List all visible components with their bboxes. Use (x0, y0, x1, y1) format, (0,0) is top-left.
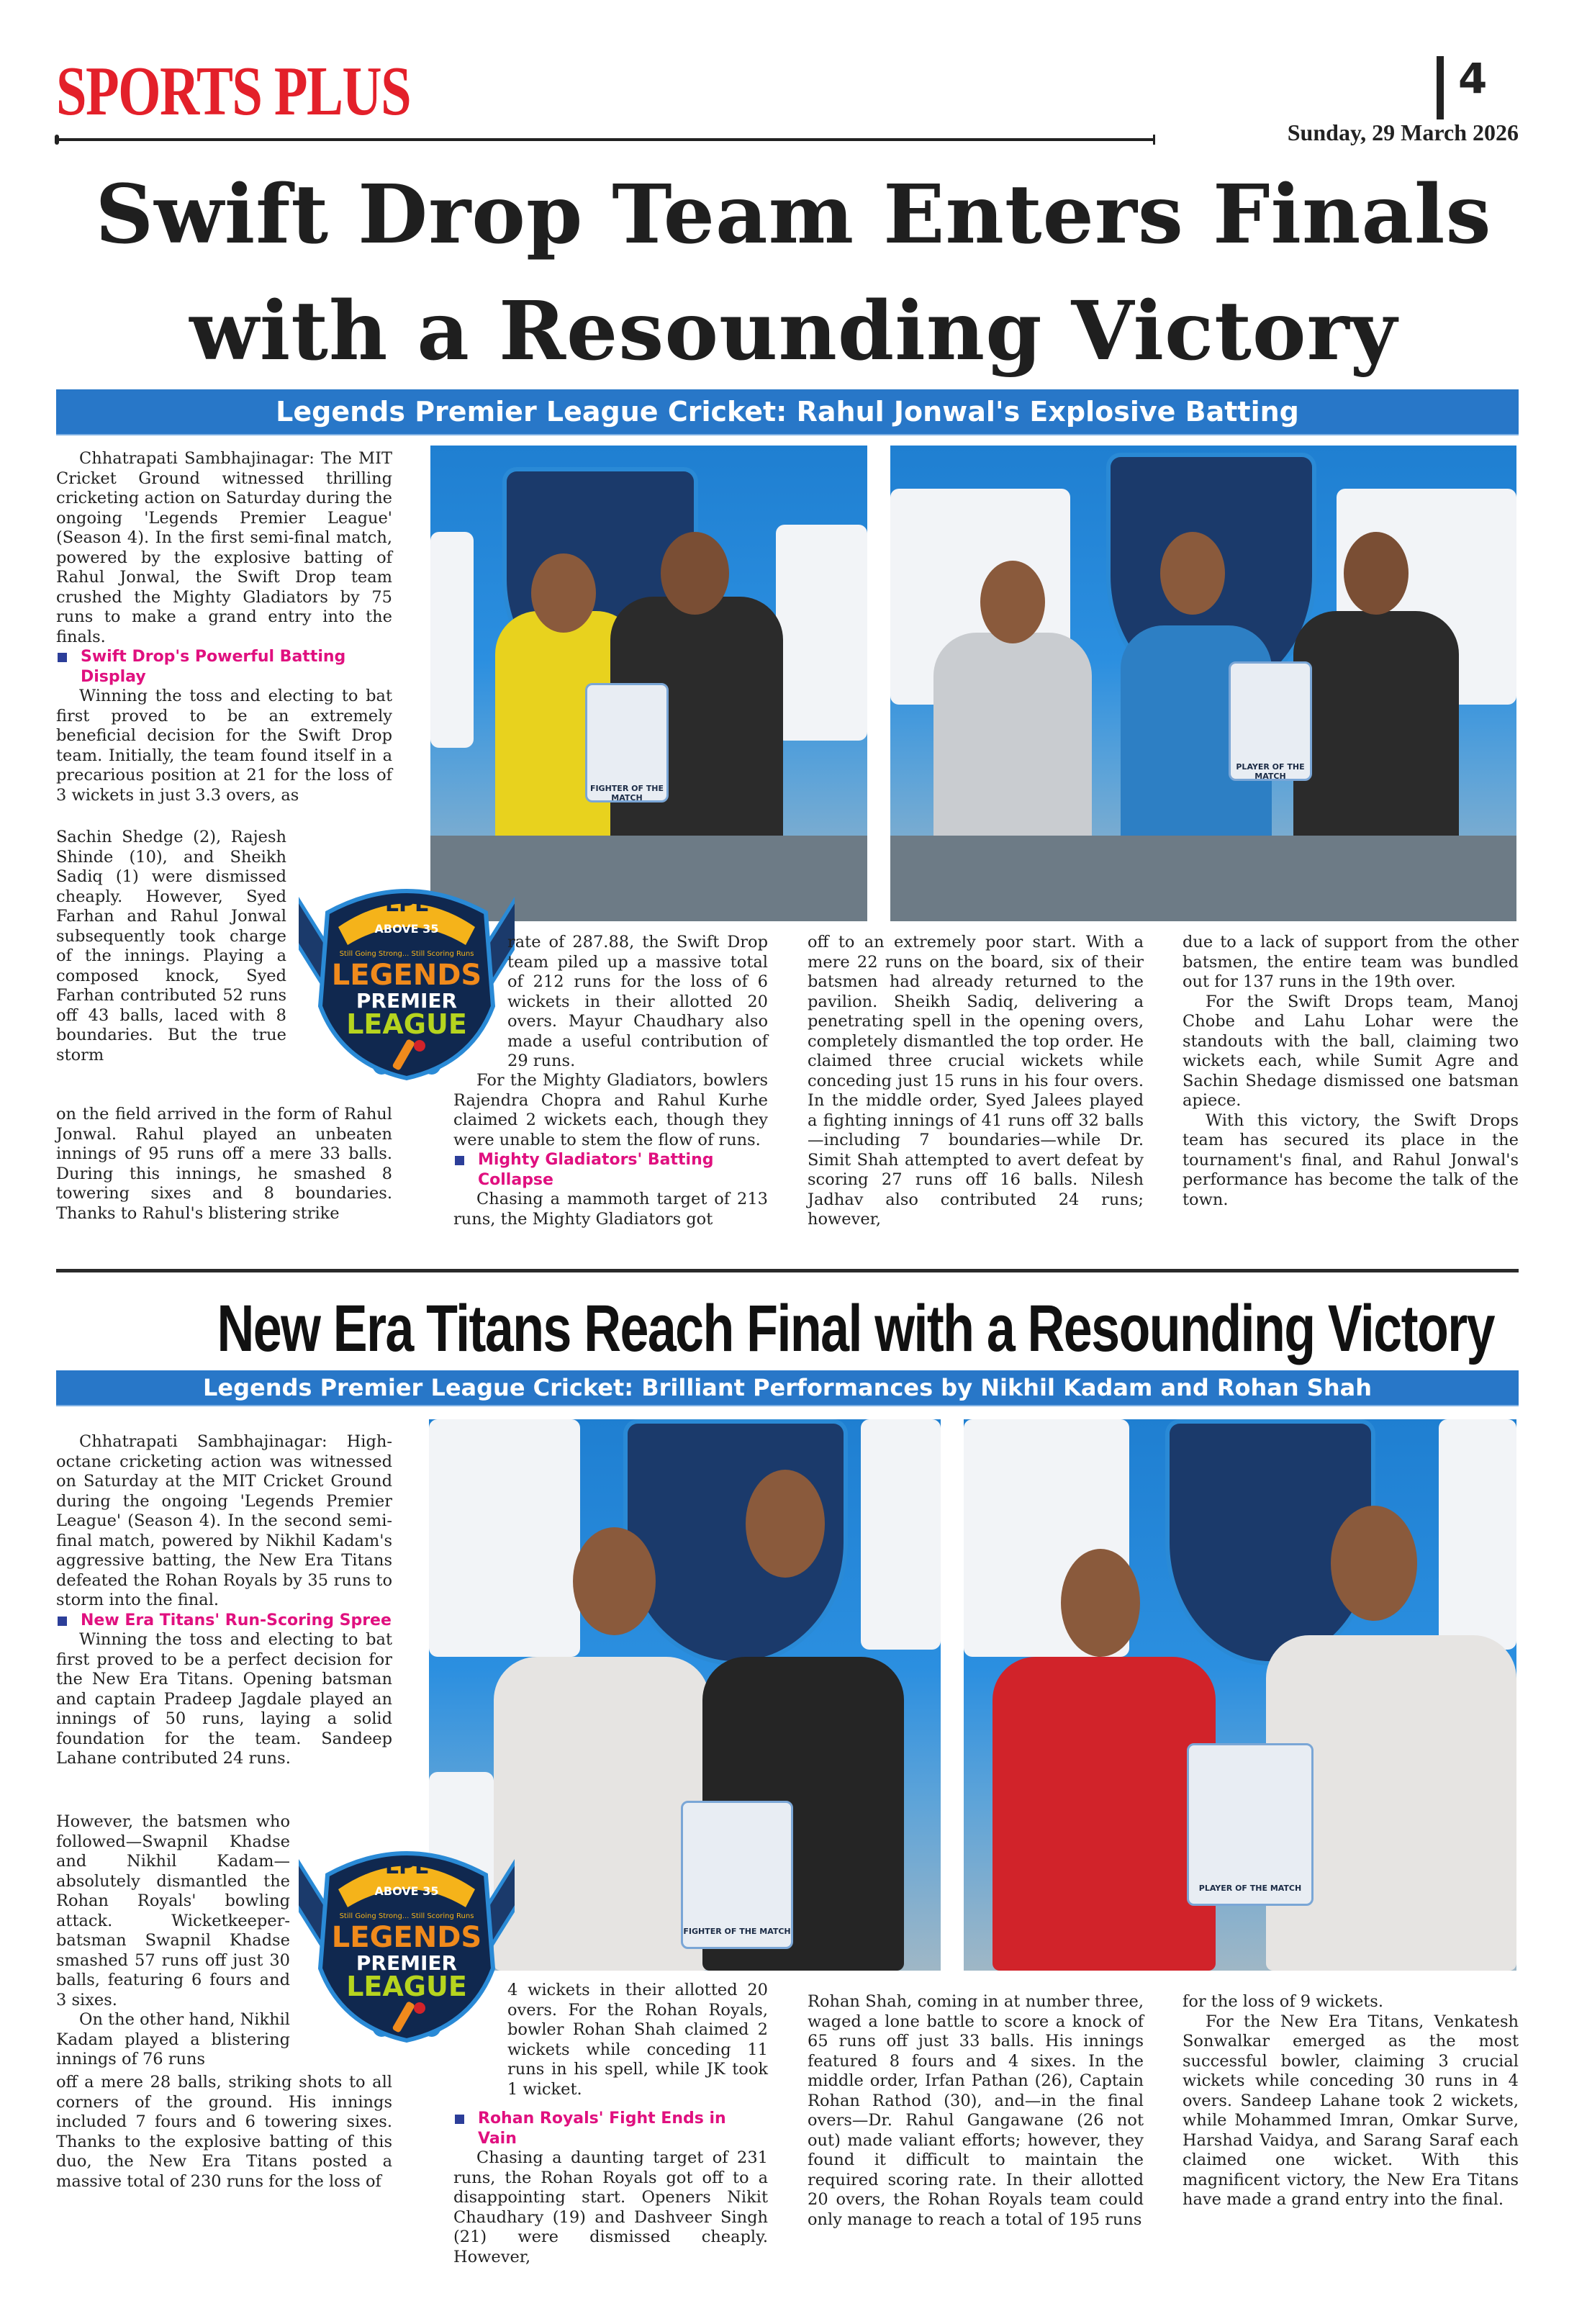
lpl-logo (299, 1817, 515, 2055)
subheading-text: Mighty Gladiators' Batting Collapse (478, 1151, 714, 1189)
article1-photo-1 (430, 446, 867, 921)
article1-column-2 (507, 933, 768, 1072)
logo-line3: LEAGUE (346, 1008, 467, 1040)
paragraph: Chasing a mammoth target of 213 runs, the Mighty Gladiators got (453, 1190, 768, 1229)
paragraph: rate of 287.88, the Swift Drop team piled up a massive total of 212 runs for the loss of 6 wickets in their allotted 20 overs. Mayur Chaudhary also made a useful contribution of 29 runs. (507, 933, 768, 1070)
subheading-text: Rohan Royals' Fight Ends in Vain (478, 2110, 726, 2148)
logo-lpl: LPL (384, 1854, 429, 1879)
article2-headline: New Era Titans Reach Final with a Resounding Victory (217, 1292, 1494, 1365)
logo-lpl: LPL (384, 892, 429, 917)
page-number: 4 (1458, 54, 1488, 103)
subheading (56, 647, 392, 687)
bullet-square-icon (455, 2115, 464, 2124)
article1-headline: Swift Drop Team Enters Finals with a Resounding Victory (95, 168, 1492, 379)
article1-column-1-wrap (56, 828, 286, 1065)
logo-line3: LEAGUE (346, 1971, 467, 2002)
article1-column-4 (1183, 933, 1519, 1210)
logo-line1: LEGENDS (331, 959, 482, 992)
logo-line2: PREMIER (356, 989, 458, 1013)
paragraph: on the field arrived in the form of Rahul Jonwal. Rahul played an unbeaten innings of 95 runs off a mere 33 balls. During this innings, he smashed 8 towering sixes and 8 boundaries. Thanks to Rahul's blistering strike (56, 1105, 392, 1223)
section-divider (56, 1269, 1519, 1272)
article1-column-2-lower (453, 1071, 768, 1229)
paragraph: Chhatrapati Sambhajinagar: High-octane cricketing action was witnessed on Saturday at the MIT Cricket Ground during the ongoing 'Legends Premier League' (Season 4). In the second semi-final match, powered by Nikhil Kadam's aggressive batting, the New Era Titans defeated the Rohan Royals by 35 runs to storm into the final. (56, 1432, 392, 1609)
trophy-label: PLAYER OF THE MATCH (1198, 1884, 1302, 1893)
masthead-title: SPORTS PLUS (56, 53, 411, 130)
subheading-text: Swift Drop's Powerful Batting Display (81, 648, 346, 686)
issue-date: Sunday, 29 March 2026 (1287, 119, 1519, 145)
paragraph: off a mere 28 balls, striking shots to all corners of the ground. His innings included 7 fours and 6 towering sixes. Thanks to the explosive batting of this duo, the New Era Titans posted a massive total of 230 runs for the loss of (56, 2073, 392, 2191)
logo-above: ABOVE 35 (374, 922, 439, 936)
paragraph: Winning the toss and electing to bat first proved to be an extremely beneficial decision for the Swift Drop team. Initially, the team found itself in a precarious position at 21 for the loss of 3 wickets in just 3.3 overs, as (56, 687, 392, 805)
paragraph: Chasing a daunting target of 231 runs, the Rohan Royals got off to a disappointing start. Openers Nikit Chaudhary (19) and Dashveer Singh (21) were dismissed cheaply. However, (453, 2148, 768, 2266)
article2-column-1-end (56, 2073, 392, 2192)
masthead-rule (56, 138, 1154, 141)
article1-column-1 (56, 449, 392, 805)
bullet-square-icon (58, 1617, 67, 1626)
logo-line1: LEGENDS (331, 1921, 482, 1954)
article1-column-1-end (56, 1105, 392, 1224)
paragraph: For the Swift Drops team, Manoj Chobe and Lahu Lohar were the standouts with the ball, claiming two wickets each, while Sumit Agre and Sachin Shedage dismissed one batsman apiece. (1183, 992, 1519, 1110)
article2-column-1-wrap (56, 1812, 290, 2070)
article1-banner: Legends Premier League Cricket: Rahul Jonwal's Explosive Batting (56, 389, 1519, 435)
logo-line2: PREMIER (356, 1951, 458, 1975)
lpl-logo (299, 855, 515, 1093)
article1-photo-2 (890, 446, 1516, 921)
article2-column-1 (56, 1432, 392, 1769)
bullet-square-icon (455, 1156, 464, 1165)
paragraph: off to an extremely poor start. With a mere 22 runs on the board, six of their batsmen had already returned to the pavilion. Sheikh Sadiq, delivering a penetrating spell in the opening overs, completely dismantled the top order. He claimed three crucial wickets while conceding just 15 runs in his four overs. In the middle order, Syed Jalees played a fighting innings of 41 runs off 32 balls—including 7 boundaries—while Dr. Simit Shah attempted to avert defeat by scoring 27 runs off 16 balls. Nilesh Jadhav also contributed 24 runs; however, (808, 933, 1144, 1229)
bullet-square-icon (58, 653, 67, 662)
paragraph: Winning the toss and electing to bat first proved to be a perfect decision for the New Era Titans. Opening batsman and captain Pradeep Jagdale played an innings of 50 runs, laying a solid foundation for the team. Sandeep Lahane contributed 24 runs. (56, 1630, 392, 1768)
logo-tagline: Still Going Strong... Still Scoring Runs (339, 1912, 474, 1920)
paragraph: 4 wickets in their allotted 20 overs. For the Rohan Royals, bowler Rohan Shah claimed 2 wickets while conceding 11 runs in his spell, while JK took 1 wicket. (507, 1981, 768, 2099)
paragraph: With this victory, the Swift Drops team has secured its place in the tournament's final, and Rahul Jonwal's performance has become the talk of the town. (1183, 1111, 1519, 1209)
paragraph: On the other hand, Nikhil Kadam played a blistering innings of 76 runs (56, 2010, 290, 2068)
paragraph: Rohan Shah, coming in at number three, waged a lone battle to score a knock of 65 runs off just 33 balls. His innings featured 8 fours and 4 sixes. In the middle order, Irfan Pathan (26), Captain Rohan Rathod (30), and—in the final overs—Dr. Rahul Gangawane (26 not out) made valiant efforts; however, they found it difficult to maintain the required scoring rate. In their allotted 20 overs, the Rohan Royals team could only manage to reach a total of 195 runs (808, 1992, 1144, 2229)
subheading (56, 1611, 392, 1631)
paragraph: for the loss of 9 wickets. (1183, 1992, 1384, 2011)
paragraph: Sachin Shedge (2), Rajesh Shinde (10), and Sheikh Sadiq (1) were dismissed cheaply. However, Syed Farhan and Rahul Jonwal subsequently took charge of the innings. Playing a composed knock, Syed Farhan contributed 52 runs off 43 balls, laced with 8 boundaries. But the true storm (56, 828, 286, 1064)
subheading-text: New Era Titans' Run-Scoring Spree (81, 1611, 392, 1629)
paragraph: For the New Era Titans, Venkatesh Sonwalkar emerged as the most successful bowler, claiming 3 crucial wickets while conceding 30 runs in 4 overs. Sandeep Lahane took 2 wickets, while Mohammed Imran, Omkar Surve, Harshad Vaidya, and Sarang Saraf each claimed one wicket. With this magnificent victory, the New Era Titans have made a grand entry into the final. (1183, 2012, 1519, 2209)
paragraph: However, the batsmen who followed—Swapnil Khadse and Nikhil Kadam—absolutely dismantled the Rohan Royals' bowling attack. Wicketkeeper-batsman Swapnil Khadse smashed 57 runs off just 30 balls, featuring 6 fours and 3 sixes. (56, 1812, 290, 2009)
page-number-bar (1437, 56, 1444, 119)
subheading (453, 2109, 768, 2148)
logo-above: ABOVE 35 (374, 1884, 439, 1898)
article2-column-2 (507, 1981, 768, 2099)
article2-column-3 (808, 1992, 1144, 2230)
paragraph: due to a lack of support from the other batsmen, the entire team was bundled out for 137 runs in the 19th over. (1183, 933, 1519, 991)
article2-column-2-lower (453, 2109, 768, 2267)
subheading (453, 1150, 768, 1190)
article2-photo-2 (964, 1419, 1516, 1971)
article2-banner: Legends Premier League Cricket: Brilliant Performances by Nikhil Kadam and Rohan Shah (56, 1370, 1519, 1406)
trophy-label: FIGHTER OF THE MATCH (589, 784, 664, 802)
article1-column-3 (808, 933, 1144, 1230)
paragraph: For the Mighty Gladiators, bowlers Rajendra Chopra and Rahul Kurhe claimed 2 wickets each, though they were unable to stem the flow of runs. (453, 1071, 768, 1149)
article2-column-4 (1183, 1992, 1519, 2210)
logo-tagline: Still Going Strong... Still Scoring Runs (339, 950, 474, 958)
paragraph: Chhatrapati Sambhajinagar: The MIT Cricket Ground witnessed thrilling cricketing action on Saturday during the ongoing 'Legends Premier League' (Season 4). In the first semi-final match, powered by the explosive batting of Rahul Jonwal, the Swift Drop team crushed the Mighty Gladiators by 75 runs to make a grand entry into the finals. (56, 449, 392, 646)
trophy-label: FIGHTER OF THE MATCH (683, 1927, 791, 1936)
trophy-label: PLAYER OF THE MATCH (1236, 762, 1305, 781)
